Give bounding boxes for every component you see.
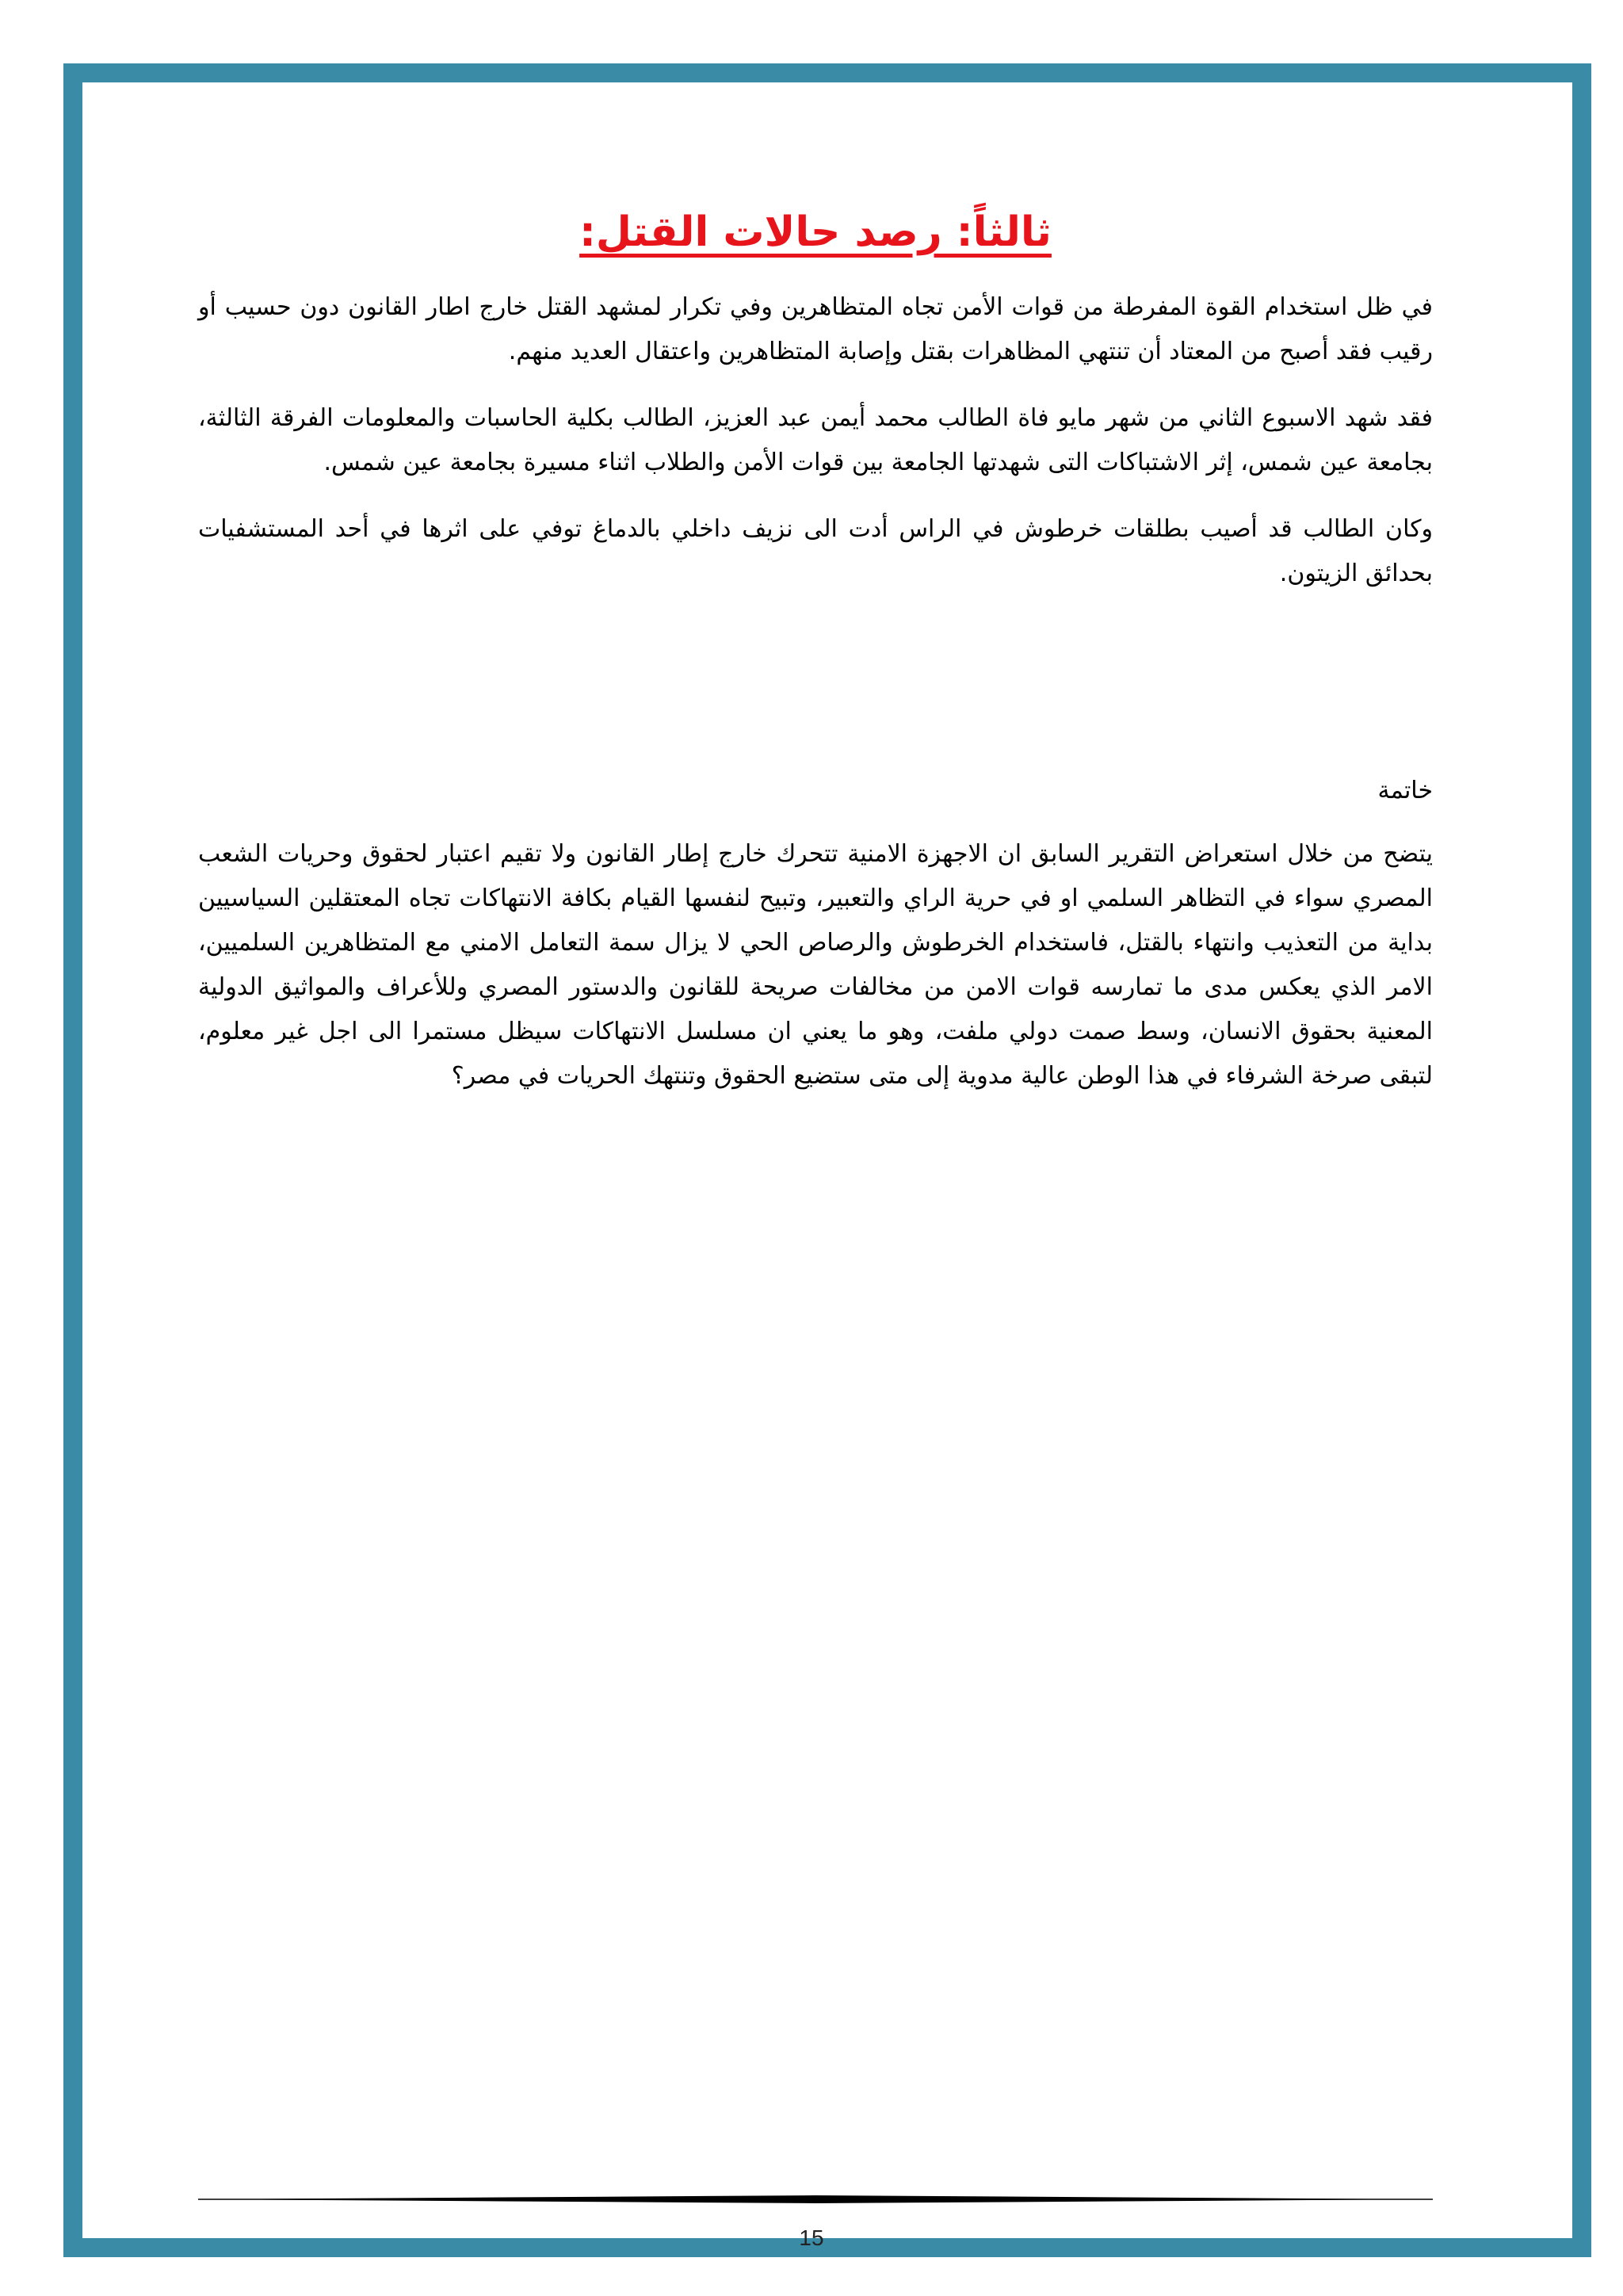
paragraph-3: وكان الطالب قد أصيب بطلقات خرطوش في الراس أدت الى نزيف داخلي بالدماغ توفي على اثرها في أحد المستشفيات بحدائق الزيتون. — [198, 514, 1433, 587]
paragraph-2: فقد شهد الاسبوع الثاني من شهر مايو فاة الطالب محمد أيمن عبد العزيز، الطالب بكلية الحاسبات والمعلومات الفرقة الثالثة، بجامعة عين شمس، إثر الاشتباكات التى شهدتها الجامعة بين قوات الأمن والطلاب اثناء مسيرة بجامعة عين شمس. — [198, 403, 1433, 476]
page-number: 15 — [799, 2225, 824, 2250]
section-heading: ثالثاً: رصد حالات القتل: — [579, 208, 1052, 256]
blank-space — [198, 618, 1433, 769]
conclusion-paragraph: يتضح من خلال استعراض التقرير السابق ان الاجهزة الامنية تتحرك خارج إطار القانون ولا تقيم اعتبار لحقوق وحريات الشعب المصري سواء في التظاهر السلمي او في حرية الراي والتعبير، وتبيح لنفسها القيام بكافة الانتهاكات تجاه المعتقلين السياسيين بداية من التعذيب وانتهاء بالقتل، فاستخدام الخرطوش والرصاص الحي لا يزال سمة التعامل الامني مع المتظاهرين السلميين، الامر الذي يعكس مدى ما تمارسه قوات الامن من مخالفات صريحة للقانون والدستور المصري وللأعراف والمواثيق الدولية المعنية بحقوق الانسان، وسط صمت دولي ملفت، وهو ما يعني ان مسلسل الانتهاكات سيظل مستمرا الى اجل غير معلوم، لتبقى صرخة الشرفاء في هذا الوطن عالية مدوية إلى متى ستضيع الحقوق وتنتهك الحريات في مصر؟ — [198, 839, 1433, 1090]
footer-divider — [198, 2194, 1433, 2205]
conclusion-title: خاتمة — [1377, 776, 1433, 804]
paragraph-1: في ظل استخدام القوة المفرطة من قوات الأمن تجاه المتظاهرين وفي تكرار لمشهد القتل خارج اطار القانون دون حسيب أو رقيب فقد أصبح من المعتاد أن تنتهي المظاهرات بقتل وإصابة المتظاهرين واعتقال العديد منهم. — [198, 292, 1433, 365]
document-body — [198, 190, 1433, 1121]
